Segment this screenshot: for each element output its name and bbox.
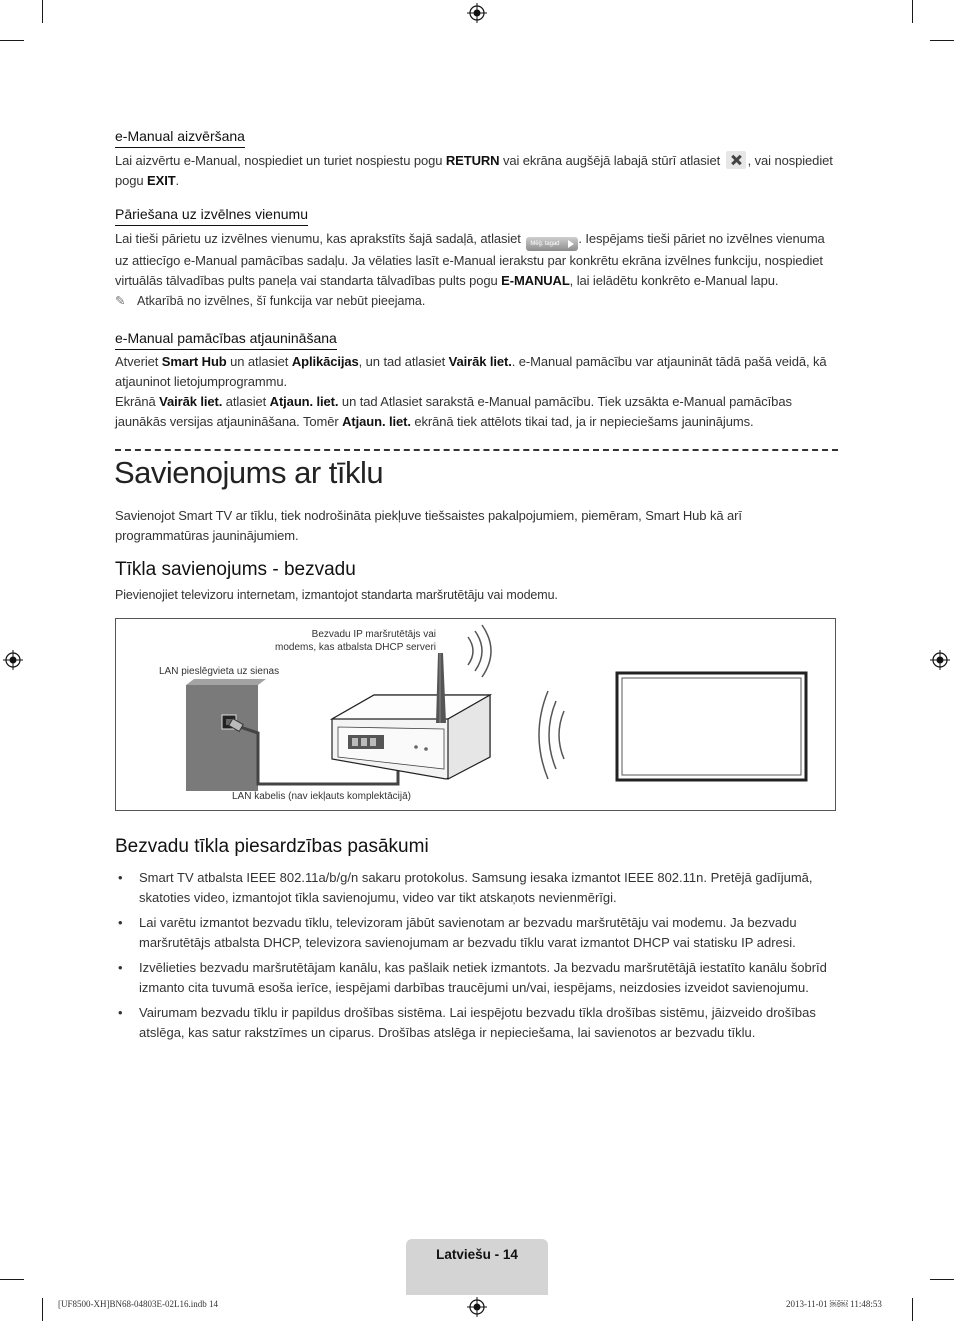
crop-mark — [0, 40, 24, 41]
print-slug-left: [UF8500-XH]BN68-04803E-02L16.indb 14 — [58, 1299, 218, 1309]
emanual-update-heading: e-Manual pamācības atjaunināšana — [115, 329, 337, 350]
section-divider — [115, 449, 838, 451]
close-icon — [726, 151, 746, 169]
wall-top — [186, 679, 266, 685]
crop-mark — [930, 1279, 954, 1280]
router-antenna — [436, 653, 446, 723]
wireless-text: Pievienojiet televizoru internetam, izmantojot standarta maršrutētāju vai modemu. — [115, 588, 558, 602]
list-item: • Smart TV atbalsta IEEE 802.11a/b/g/n sakaru protokolus. Samsung iesaka izmantot IEEE 802.11n. Pretējā gadījumā, skatoties video, izmantojot tīkla savienojumu, video var tikt atskaņots nevienmērīgi. — [118, 870, 813, 905]
cable-label: LAN kabelis (nav iekļauts komplektācijā) — [232, 791, 411, 802]
try-now-button: Mēģ. tagad — [526, 237, 578, 251]
crop-mark — [42, 0, 43, 23]
router-signal-icon — [468, 637, 473, 665]
emanual-close-text: Lai aizvērtu e-Manual, nospiediet un turiet nospiestu pogu RETURN vai ekrāna augšējā labajā stūrī atlasiet , vai nospiediet pogu EXIT. — [115, 153, 833, 188]
wall-shape — [186, 685, 258, 791]
crop-mark — [42, 1298, 43, 1321]
menu-jump-heading: Pāriešana uz izvēlnes vienumu — [115, 205, 308, 226]
list-item: • Vairumam bezvadu tīklu ir papildus drošības sistēma. Lai iespējotu bezvadu tīkla drošības sistēmu, jāizveido drošības atslēga, kas satur rakstzīmes un ciparus. Drošības atslēga ir nepieciešama, lai savienotos ar bezvadu tīklu. — [118, 1005, 816, 1040]
registration-mark-icon — [467, 3, 487, 23]
emanual-update-p2: Ekrānā Vairāk liet. atlasiet Atjaun. liet. un tad Atlasiet sarakstā e-Manual pamācību. Tiek uzsākta e-Manual pamācības jaunākās versijas atjaunināšana. Tomēr Atjaun. liet. ekrānā tiek attēlots tikai tad, ja ir nepieciešams jauninājums. — [115, 394, 792, 429]
tv-signal-icon — [559, 711, 564, 759]
crop-mark — [912, 0, 913, 23]
network-illustration — [116, 619, 835, 810]
print-slug-right: 2013-11-01 ￼￼ 11:48:53 — [786, 1299, 882, 1309]
crop-mark — [0, 1279, 24, 1280]
wireless-diagram — [115, 618, 836, 811]
intro-text: Savienojot Smart TV ar tīklu, tiek nodrošināta piekļuve tiešsaistes pakalpojumiem, piemēram, Smart Hub kā arī programmatūras jauninājumiem. — [115, 508, 742, 543]
menu-jump-note: ✎ Atkarībā no izvēlnes, šī funkcija var nebūt pieejama. — [115, 294, 426, 308]
page-title: Savienojums ar tīklu — [114, 455, 384, 490]
wireless-title: Tīkla savienojums - bezvadu — [115, 559, 356, 580]
list-item: • Izvēlieties bezvadu maršrutētājam kanālu, kas pašlaik netiek izmantots. Ja bezvadu maršrutētājā iestatīto kanālu šobrīd izmanto cita tuvumā esoša ierīce, iespējami darbības traucējumi un/vai, iespējams, neizdosies izveidot savienojumu. — [118, 960, 827, 995]
menu-jump-text: Lai tieši pārietu uz izvēlnes vienumu, kas aprakstīts šajā sadaļā, atlasiet Mēģ. tagad . Iespējams tieši pāriet no izvēlnes vienuma uz attiecīgo e-Manual pamācības sadaļu. Ja vēlaties lasīt e-Manual ierakstu par konkrētu ekrāna izvēlnes funkciju, nospiediet virtuālās tālvadības pults paneļa vai standarta tālvadības pults pogu E-MANUAL, lai ielādētu konkrēto e-Manual lapu. — [115, 231, 825, 288]
wall-socket-label: LAN pieslēgvieta uz sienas — [159, 666, 280, 677]
pencil-note-icon: ✎ — [115, 294, 126, 308]
security-bullets — [115, 868, 837, 1048]
emanual-update-p1: Atveriet Smart Hub un atlasiet Aplikācijas, un tad atlasiet Vairāk liet.. e-Manual pamācību var atjaunināt tādā pašā veidā, kā atjauninot lietojumprogrammu. — [115, 354, 827, 389]
router-label: Bezvadu IP maršrutētājs vai modems, kas atbalsta DHCP serveri — [275, 629, 436, 653]
list-item: • Lai varētu izmantot bezvadu tīklu, televizoram jābūt savienotam ar bezvadu maršrutētāju vai modemu. Ja bezvadu maršrutētājs atbalsta DHCP, televizora savienojumam ar bezvadu tīklu varat izmantot DHCP vai statisku IP adresi. — [118, 915, 797, 950]
registration-mark-icon — [930, 650, 950, 670]
security-title: Bezvadu tīkla piesardzības pasākumi — [115, 836, 429, 857]
crop-mark — [912, 1298, 913, 1321]
registration-mark-icon — [467, 1297, 487, 1317]
crop-mark — [930, 40, 954, 41]
emanual-close-heading: e-Manual aizvēršana — [115, 127, 245, 148]
page-number-tab: Latviešu - 14 — [406, 1239, 548, 1295]
registration-mark-icon — [3, 650, 23, 670]
